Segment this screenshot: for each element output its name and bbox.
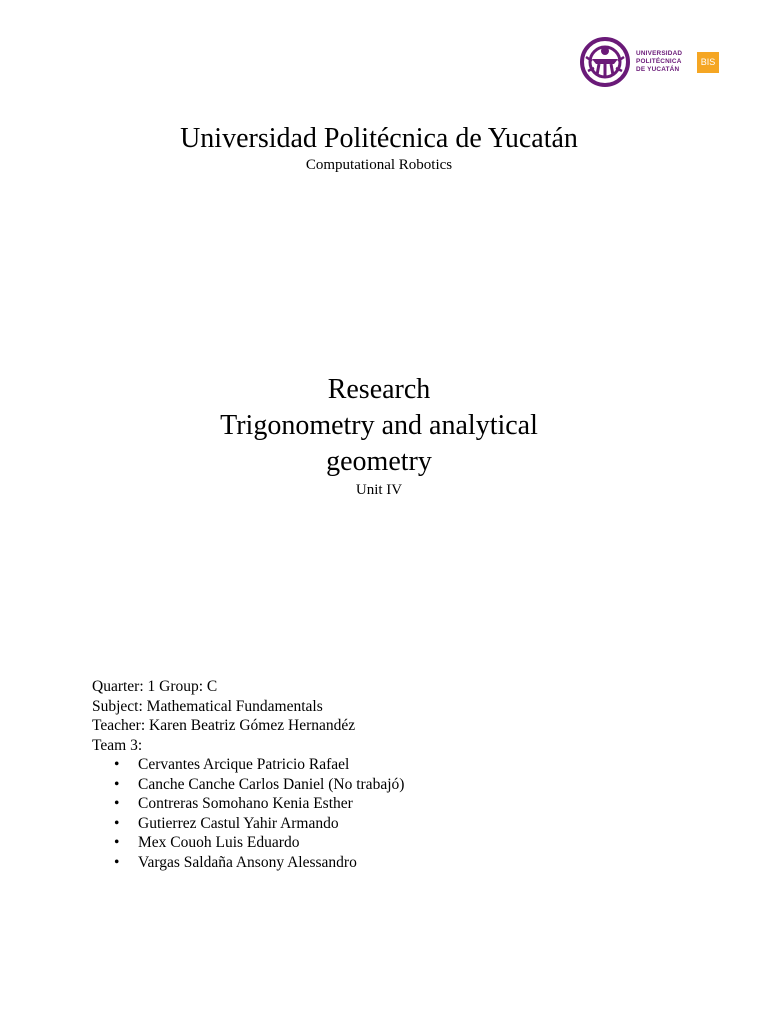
program-name: Computational Robotics	[305, 157, 453, 173]
list-item: • Cervantes Arcique Patricio Rafael	[92, 755, 404, 775]
team-label: Team 3:	[92, 736, 143, 754]
document-title	[0, 408, 758, 480]
university-name: Universidad Politécnica de Yucatán	[180, 123, 578, 154]
logo-badge: BIS	[697, 52, 719, 73]
document-title-line-1: Trigonometry and analytical	[220, 410, 538, 441]
team-members-list	[92, 755, 404, 872]
unit-label: Unit IV	[355, 482, 403, 498]
logo-line-2: POLITÉCNICA	[636, 58, 682, 65]
university-logo	[580, 37, 720, 87]
logo-line-1: UNIVERSIDAD	[636, 50, 683, 57]
list-item: • Gutierrez Castul Yahir Armando	[92, 814, 404, 834]
subject: Subject: Mathematical Fundamentals	[92, 697, 323, 715]
teacher: Teacher: Karen Beatriz Gómez Hernandéz	[92, 717, 356, 734]
university-seal-icon	[580, 37, 630, 87]
logo-line-3: DE YUCATÁN	[636, 66, 680, 73]
document-title-line-2: geometry	[326, 446, 432, 477]
logo-wordmark	[636, 50, 682, 74]
document-type: Research	[327, 374, 431, 405]
list-item: • Vargas Saldaña Ansony Alessandro	[92, 853, 404, 873]
quarter-group: Quarter: 1 Group: C	[92, 678, 218, 695]
list-item: • Canche Canche Carlos Daniel (No trabajó)	[92, 775, 404, 795]
document-info	[92, 677, 404, 872]
list-item: • Mex Couoh Luis Eduardo	[92, 833, 404, 853]
list-item: • Contreras Somohano Kenia Esther	[92, 794, 404, 814]
